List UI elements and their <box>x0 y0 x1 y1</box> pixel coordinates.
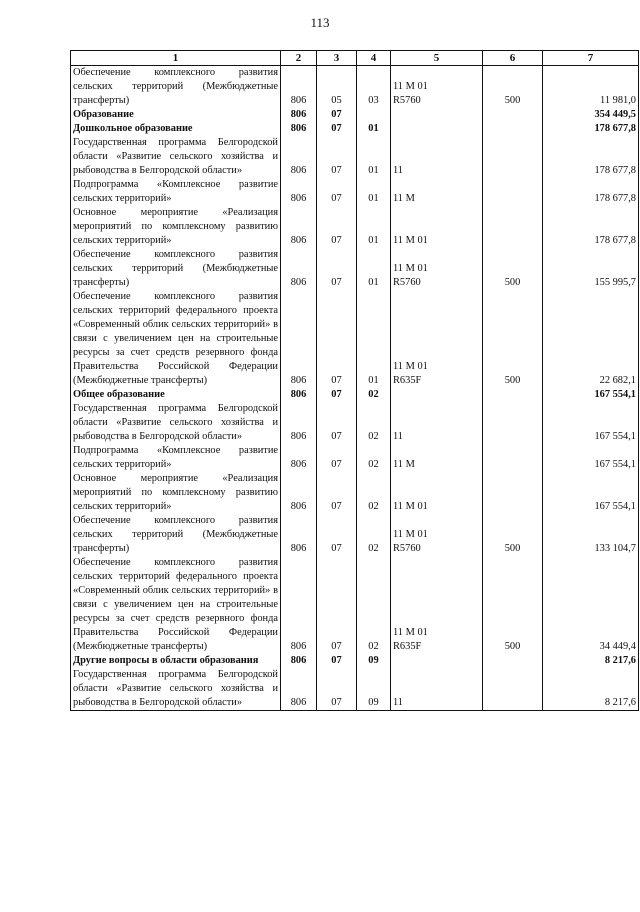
column-header-6: 6 <box>483 51 543 66</box>
row-amount-cell: 155 995,7 <box>543 248 639 290</box>
row-target-article-cell: 11 М <box>391 444 483 472</box>
row-target-article-cell: 11 <box>391 136 483 178</box>
page-number: 113 <box>310 15 330 30</box>
row-expense-type-cell: 500 <box>483 556 543 654</box>
row-expense-type-cell <box>483 402 543 444</box>
table-row <box>71 472 639 514</box>
row-subsection-cell: 01 <box>357 178 391 206</box>
row-subsection-cell: 01 <box>357 122 391 136</box>
row-grbs-cell: 806 <box>281 654 317 668</box>
row-target-article-cell <box>391 122 483 136</box>
row-expense-type-cell: 500 <box>483 290 543 388</box>
table-header-row <box>71 51 639 66</box>
row-target-article-cell: 11 М 01 <box>391 206 483 248</box>
table-row <box>71 66 639 109</box>
column-header-5: 5 <box>391 51 483 66</box>
row-grbs-cell: 806 <box>281 290 317 388</box>
table-row <box>71 654 639 668</box>
row-name-cell: Образование <box>71 108 281 122</box>
row-amount-cell: 8 217,6 <box>543 668 639 711</box>
row-expense-type-cell <box>483 108 543 122</box>
row-name-cell: Государственная программа Белгородской области «Развитие сельского хозяйства и рыбоводства в Белгородской области» <box>71 668 281 711</box>
table-row <box>71 514 639 556</box>
row-grbs-cell: 806 <box>281 108 317 122</box>
row-amount-cell: 178 677,8 <box>543 178 639 206</box>
row-target-article-cell: 11 М <box>391 178 483 206</box>
row-amount-cell: 167 554,1 <box>543 402 639 444</box>
row-section-cell: 07 <box>317 248 357 290</box>
row-name-cell: Основное мероприятие «Реализация мероприятий по комплексному развитию сельских территорий» <box>71 472 281 514</box>
row-amount-cell: 178 677,8 <box>543 122 639 136</box>
row-target-article-cell <box>391 388 483 402</box>
row-section-cell: 07 <box>317 654 357 668</box>
row-target-article-cell: 11 М 01 R5760 <box>391 66 483 109</box>
column-header-7: 7 <box>543 51 639 66</box>
row-section-cell: 05 <box>317 66 357 109</box>
row-grbs-cell: 806 <box>281 472 317 514</box>
row-expense-type-cell <box>483 388 543 402</box>
table-row <box>71 444 639 472</box>
row-section-cell: 07 <box>317 122 357 136</box>
row-name-cell: Государственная программа Белгородской области «Развитие сельского хозяйства и рыбоводства в Белгородской области» <box>71 402 281 444</box>
row-name-cell: Другие вопросы в области образования <box>71 654 281 668</box>
row-subsection-cell: 02 <box>357 444 391 472</box>
row-amount-cell: 8 217,6 <box>543 654 639 668</box>
row-grbs-cell: 806 <box>281 668 317 711</box>
column-header-1: 1 <box>71 51 281 66</box>
column-header-3: 3 <box>317 51 357 66</box>
row-target-article-cell: 11 М 01 R635F <box>391 290 483 388</box>
row-subsection-cell: 02 <box>357 402 391 444</box>
row-subsection-cell: 01 <box>357 290 391 388</box>
row-target-article-cell <box>391 654 483 668</box>
row-name-cell: Подпрограмма «Комплексное развитие сельских территорий» <box>71 444 281 472</box>
row-grbs-cell: 806 <box>281 178 317 206</box>
row-subsection-cell: 09 <box>357 668 391 711</box>
budget-table <box>70 50 639 711</box>
row-amount-cell: 167 554,1 <box>543 388 639 402</box>
row-target-article-cell: 11 <box>391 668 483 711</box>
row-grbs-cell: 806 <box>281 206 317 248</box>
row-amount-cell: 34 449,4 <box>543 556 639 654</box>
row-grbs-cell: 806 <box>281 136 317 178</box>
row-name-cell: Общее образование <box>71 388 281 402</box>
row-amount-cell: 178 677,8 <box>543 206 639 248</box>
row-target-article-cell: 11 <box>391 402 483 444</box>
table-row <box>71 136 639 178</box>
row-subsection-cell: 02 <box>357 388 391 402</box>
row-section-cell: 07 <box>317 206 357 248</box>
table-row <box>71 122 639 136</box>
row-grbs-cell: 806 <box>281 248 317 290</box>
table-row <box>71 402 639 444</box>
row-target-article-cell: 11 М 01 R635F <box>391 556 483 654</box>
row-amount-cell: 22 682,1 <box>543 290 639 388</box>
row-expense-type-cell: 500 <box>483 514 543 556</box>
row-section-cell: 07 <box>317 472 357 514</box>
row-amount-cell: 354 449,5 <box>543 108 639 122</box>
row-section-cell: 07 <box>317 668 357 711</box>
table-row <box>71 108 639 122</box>
row-subsection-cell: 02 <box>357 556 391 654</box>
row-expense-type-cell <box>483 654 543 668</box>
row-target-article-cell: 11 М 01 <box>391 472 483 514</box>
row-name-cell: Подпрограмма «Комплексное развитие сельских территорий» <box>71 178 281 206</box>
table-row <box>71 248 639 290</box>
row-amount-cell: 167 554,1 <box>543 472 639 514</box>
row-name-cell: Обеспечение комплексного развития сельских территорий (Межбюджетные трансферты) <box>71 66 281 109</box>
column-header-4: 4 <box>357 51 391 66</box>
table-row <box>71 556 639 654</box>
row-name-cell: Обеспечение комплексного развития сельских территорий (Межбюджетные трансферты) <box>71 248 281 290</box>
row-name-cell: Обеспечение комплексного развития сельских территорий (Межбюджетные трансферты) <box>71 514 281 556</box>
row-grbs-cell: 806 <box>281 444 317 472</box>
row-grbs-cell: 806 <box>281 402 317 444</box>
row-subsection-cell: 02 <box>357 472 391 514</box>
row-expense-type-cell <box>483 444 543 472</box>
row-grbs-cell: 806 <box>281 122 317 136</box>
table-row <box>71 668 639 711</box>
row-subsection-cell: 01 <box>357 248 391 290</box>
row-amount-cell: 167 554,1 <box>543 444 639 472</box>
row-section-cell: 07 <box>317 556 357 654</box>
row-subsection-cell: 09 <box>357 654 391 668</box>
row-section-cell: 07 <box>317 178 357 206</box>
row-expense-type-cell: 500 <box>483 66 543 109</box>
row-target-article-cell: 11 М 01 R5760 <box>391 514 483 556</box>
row-subsection-cell <box>357 108 391 122</box>
row-expense-type-cell <box>483 206 543 248</box>
row-section-cell: 07 <box>317 402 357 444</box>
row-subsection-cell: 01 <box>357 206 391 248</box>
row-section-cell: 07 <box>317 136 357 178</box>
row-name-cell: Основное мероприятие «Реализация мероприятий по комплексному развитию сельских территорий» <box>71 206 281 248</box>
row-grbs-cell: 806 <box>281 388 317 402</box>
row-subsection-cell: 02 <box>357 514 391 556</box>
row-expense-type-cell: 500 <box>483 248 543 290</box>
table-row <box>71 388 639 402</box>
row-subsection-cell: 01 <box>357 136 391 178</box>
row-subsection-cell: 03 <box>357 66 391 109</box>
row-amount-cell: 178 677,8 <box>543 136 639 178</box>
row-section-cell: 07 <box>317 514 357 556</box>
row-grbs-cell: 806 <box>281 556 317 654</box>
row-grbs-cell: 806 <box>281 514 317 556</box>
table-row <box>71 290 639 388</box>
row-grbs-cell: 806 <box>281 66 317 109</box>
column-header-2: 2 <box>281 51 317 66</box>
row-target-article-cell <box>391 108 483 122</box>
row-expense-type-cell <box>483 122 543 136</box>
row-name-cell: Дошкольное образование <box>71 122 281 136</box>
row-section-cell: 07 <box>317 388 357 402</box>
row-target-article-cell: 11 М 01 R5760 <box>391 248 483 290</box>
row-expense-type-cell <box>483 136 543 178</box>
row-amount-cell: 11 981,0 <box>543 66 639 109</box>
table-row <box>71 206 639 248</box>
row-section-cell: 07 <box>317 290 357 388</box>
table-row <box>71 178 639 206</box>
row-section-cell: 07 <box>317 444 357 472</box>
row-expense-type-cell <box>483 472 543 514</box>
row-name-cell: Государственная программа Белгородской области «Развитие сельского хозяйства и рыбоводства в Белгородской области» <box>71 136 281 178</box>
row-expense-type-cell <box>483 668 543 711</box>
row-name-cell: Обеспечение комплексного развития сельских территорий федерального проекта «Современный облик сельских территорий» в связи с увеличением цен на строительные ресурсы за счет средств резервного фонда Правительства Российской Федерации (Межбюджетные трансферты) <box>71 556 281 654</box>
row-amount-cell: 133 104,7 <box>543 514 639 556</box>
row-name-cell: Обеспечение комплексного развития сельских территорий федерального проекта «Современный облик сельских территорий» в связи с увеличением цен на строительные ресурсы за счет средств резервного фонда Правительства Российской Федерации (Межбюджетные трансферты) <box>71 290 281 388</box>
row-section-cell: 07 <box>317 108 357 122</box>
row-expense-type-cell <box>483 178 543 206</box>
